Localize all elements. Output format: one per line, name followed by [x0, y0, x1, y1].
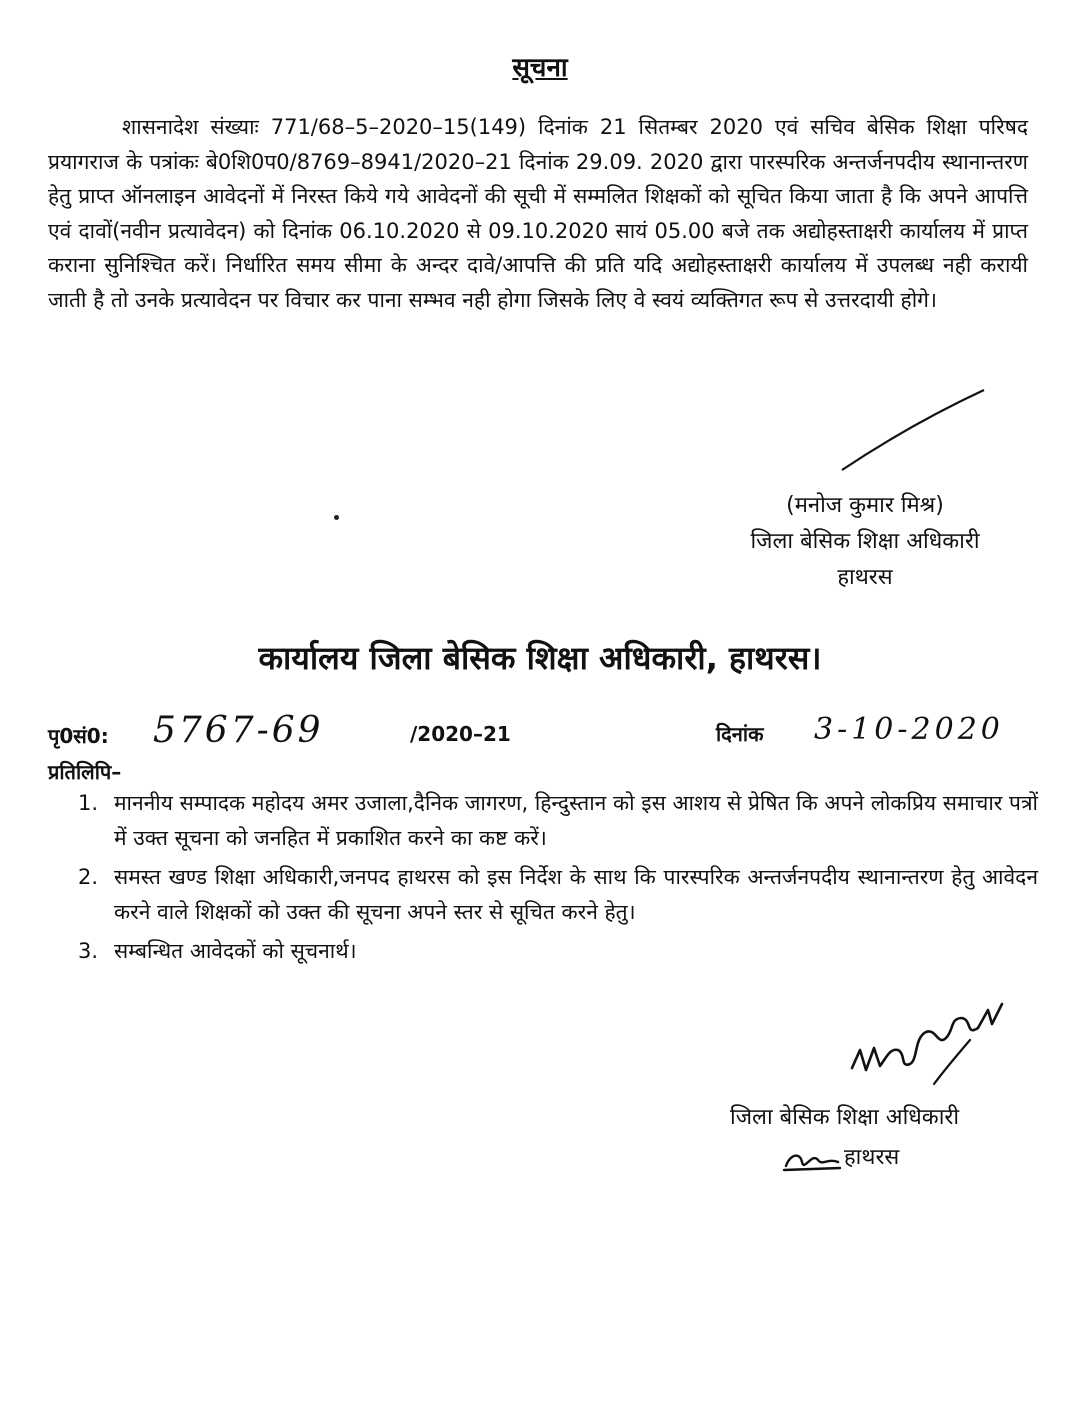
- copy-to-item-text: सम्बन्धित आवेदकों को सूचनार्थ।: [114, 939, 357, 963]
- copy-to-item: [78, 934, 1038, 969]
- reference-number-handwritten: 5767-69: [153, 710, 324, 751]
- handwritten-signature: [846, 988, 1006, 1098]
- office-heading: कार्यालय जिला बेसिक शिक्षा अधिकारी, हाथरस।: [258, 639, 822, 677]
- copy-to-item-number: 3.: [78, 939, 99, 963]
- reference-year: /2020–21: [410, 722, 511, 746]
- copy-to-item-text: माननीय सम्पादक महोदय अमर उजाला,दैनिक जागरण, हिन्दुस्तान को इस आशय से प्रेषित कि अपने लोकप्रिय समाचार पत्रों में उक्त सूचना को जनहित में प्रकाशित करने का कष्ट करें।: [114, 791, 1038, 850]
- copy-to-label: प्रतिलिपि–: [48, 760, 122, 784]
- bottom-signature-block: [716, 1098, 1066, 1178]
- copy-to-list: [78, 786, 1038, 973]
- copy-to-item-number: 1.: [78, 791, 99, 815]
- date-label: दिनांक: [716, 722, 764, 746]
- date-value-handwritten: 3-10-2020: [814, 712, 1004, 747]
- reference-row: [48, 710, 1038, 758]
- copy-to-item-text: समस्त खण्ड शिक्षा अधिकारी,जनपद हाथरस को इस निर्देश के साथ कि पारस्परिक अन्तर्जनपदीय स्थानान्तरण हेतु आवेदन करने वाले शिक्षकों को उक्त की सूचना अपने स्तर से सूचित करने हेतु।: [114, 865, 1038, 924]
- signatory-name: (मनोज कुमार मिश्र): [786, 493, 944, 518]
- notice-title: सूचना: [512, 53, 568, 83]
- initials-mark: [782, 1144, 842, 1176]
- ink-speck: [334, 515, 339, 520]
- notice-paragraph: शासनादेश संख्याः 771/68–5–2020–15(149) दिनांक 21 सितम्बर 2020 एवं सचिव बेसिक शिक्षा परिषद प्रयागराज के पत्रांकः बे0शि0प0/8769–8941/2020–21 दिनांक 29.09. 2020 द्वारा पारस्परिक अन्तर्जनपदीय स्थानान्तरण हेतु प्राप्त ऑनलाइन आवेदनों में निरस्त किये गये आवेदनों की सूची में सम्मलित शिक्षकों को सूचित किया जाता है कि अपने आपत्ति एवं दावों(नवीन प्रत्यावेदन) को दिनांक 06.10.2020 से 09.10.2020 सायं 05.00 बजे तक अद्योहस्ताक्षरी कार्यालय में प्राप्त कराना सुनिश्चित करें। निर्धारित समय सीमा के अन्दर दावे/आपत्ति की प्रति यदि अद्योहस्ताक्षरी कार्यालय में उपलब्ध नही करायी जाती है तो उनके प्रत्यावेदन पर विचार कर पाना सम्भव नही होगा जिसके लिए वे स्वयं व्यक्तिगत रूप से उत्तरदायी होगे।: [48, 115, 1028, 312]
- signatory-block: [700, 488, 1030, 596]
- copy-to-item-number: 2.: [78, 865, 99, 889]
- signatory-designation: जिला बेसिक शिक्षा अधिकारी: [750, 529, 980, 554]
- bottom-designation: जिला बेसिक शिक्षा अधिकारी: [730, 1105, 960, 1130]
- signatory-place: हाथरस: [837, 565, 893, 590]
- reference-label: पृ0सं0:: [48, 724, 109, 748]
- copy-to-item: [78, 786, 1038, 856]
- bottom-place: हाथरस: [844, 1145, 900, 1170]
- bottom-place-line: [716, 1138, 1066, 1178]
- copy-to-item: [78, 860, 1038, 930]
- signature-stroke: [838, 386, 988, 476]
